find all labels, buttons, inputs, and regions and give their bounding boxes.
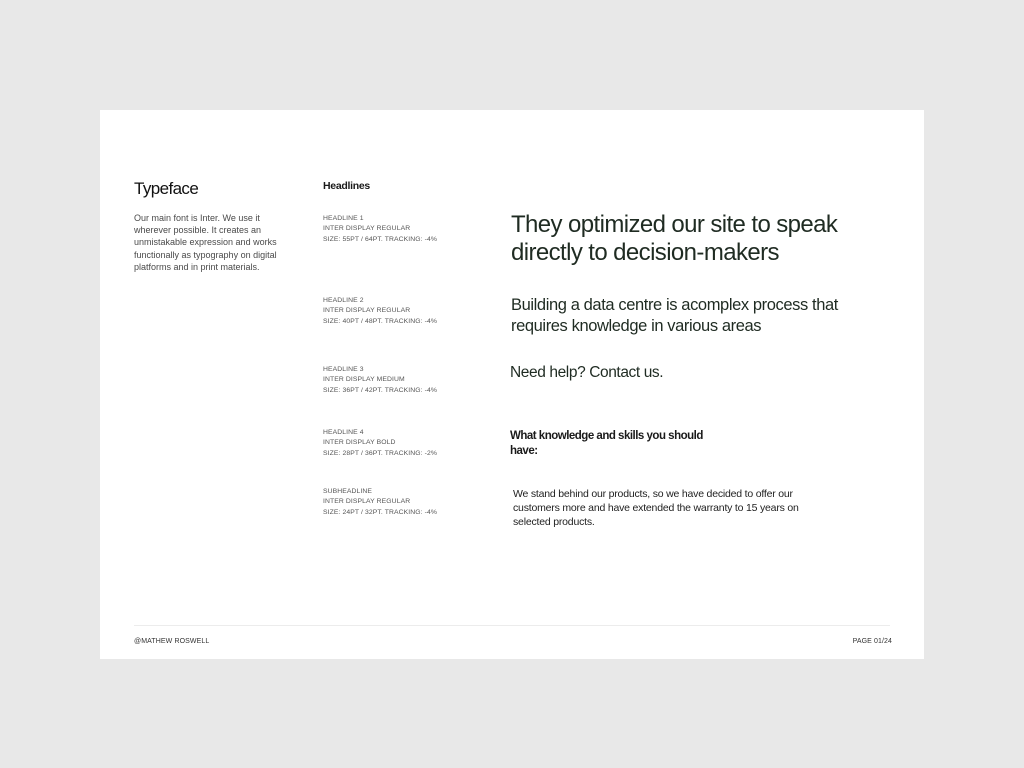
footer-author: @MATHEW ROSWELL (134, 638, 210, 645)
spec-size: SIZE: 36PT / 42PT. TRACKING: -4% (323, 386, 438, 394)
spec-size: SIZE: 28PT / 36PT. TRACKING: -2% (323, 449, 438, 457)
spec-subheadline (323, 487, 437, 518)
spec-name: HEADLINE 4 (323, 429, 364, 436)
spec-name: HEADLINE 1 (323, 215, 364, 222)
footer-page-number: PAGE 01/24 (852, 638, 892, 645)
spec-size: SIZE: 40PT / 48PT. TRACKING: -4% (323, 317, 438, 325)
spec-font: INTER DISPLAY MEDIUM (323, 376, 405, 384)
spec-font: INTER DISPLAY BOLD (323, 439, 396, 447)
spec-size: SIZE: 24PT / 32PT. TRACKING: -4% (323, 508, 438, 516)
spec-headline-4 (323, 428, 437, 459)
sample-headline-3: Need help? Contact us. (510, 364, 664, 381)
intro-paragraph: Our main font is Inter. We use it wherever possible. It creates an unmistakable expression and works functionally as typography on digital platforms and in print materials. (134, 213, 277, 272)
spec-font: INTER DISPLAY REGULAR (323, 307, 411, 315)
spec-size: SIZE: 55PT / 64PT. TRACKING: -4% (323, 235, 438, 243)
sample-headline-4: What knowledge and skills you should have: (510, 430, 703, 457)
spec-headline-3 (323, 365, 437, 396)
spec-name: SUBHEADLINE (323, 488, 373, 495)
headlines-title: Headlines (323, 180, 370, 192)
sample-headline-2: Building a data centre is acomplex process that requires knowledge in various areas (511, 296, 838, 335)
sample-subheadline: We stand behind our products, so we have decided to offer our customers more and have extended the warranty to 15 years on selected products. (513, 488, 799, 528)
footer-divider (134, 625, 890, 626)
spec-headline-2 (323, 296, 437, 327)
spec-name: HEADLINE 3 (323, 366, 364, 373)
spec-font: INTER DISPLAY REGULAR (323, 225, 411, 233)
typeface-page (100, 110, 924, 659)
spec-headline-1 (323, 214, 437, 245)
sample-headline-1: They optimized our site to speak directly to decision-makers (511, 211, 838, 266)
spec-font: INTER DISPLAY REGULAR (323, 498, 411, 506)
spec-name: HEADLINE 2 (323, 297, 364, 304)
page-title: Typeface (134, 179, 199, 198)
